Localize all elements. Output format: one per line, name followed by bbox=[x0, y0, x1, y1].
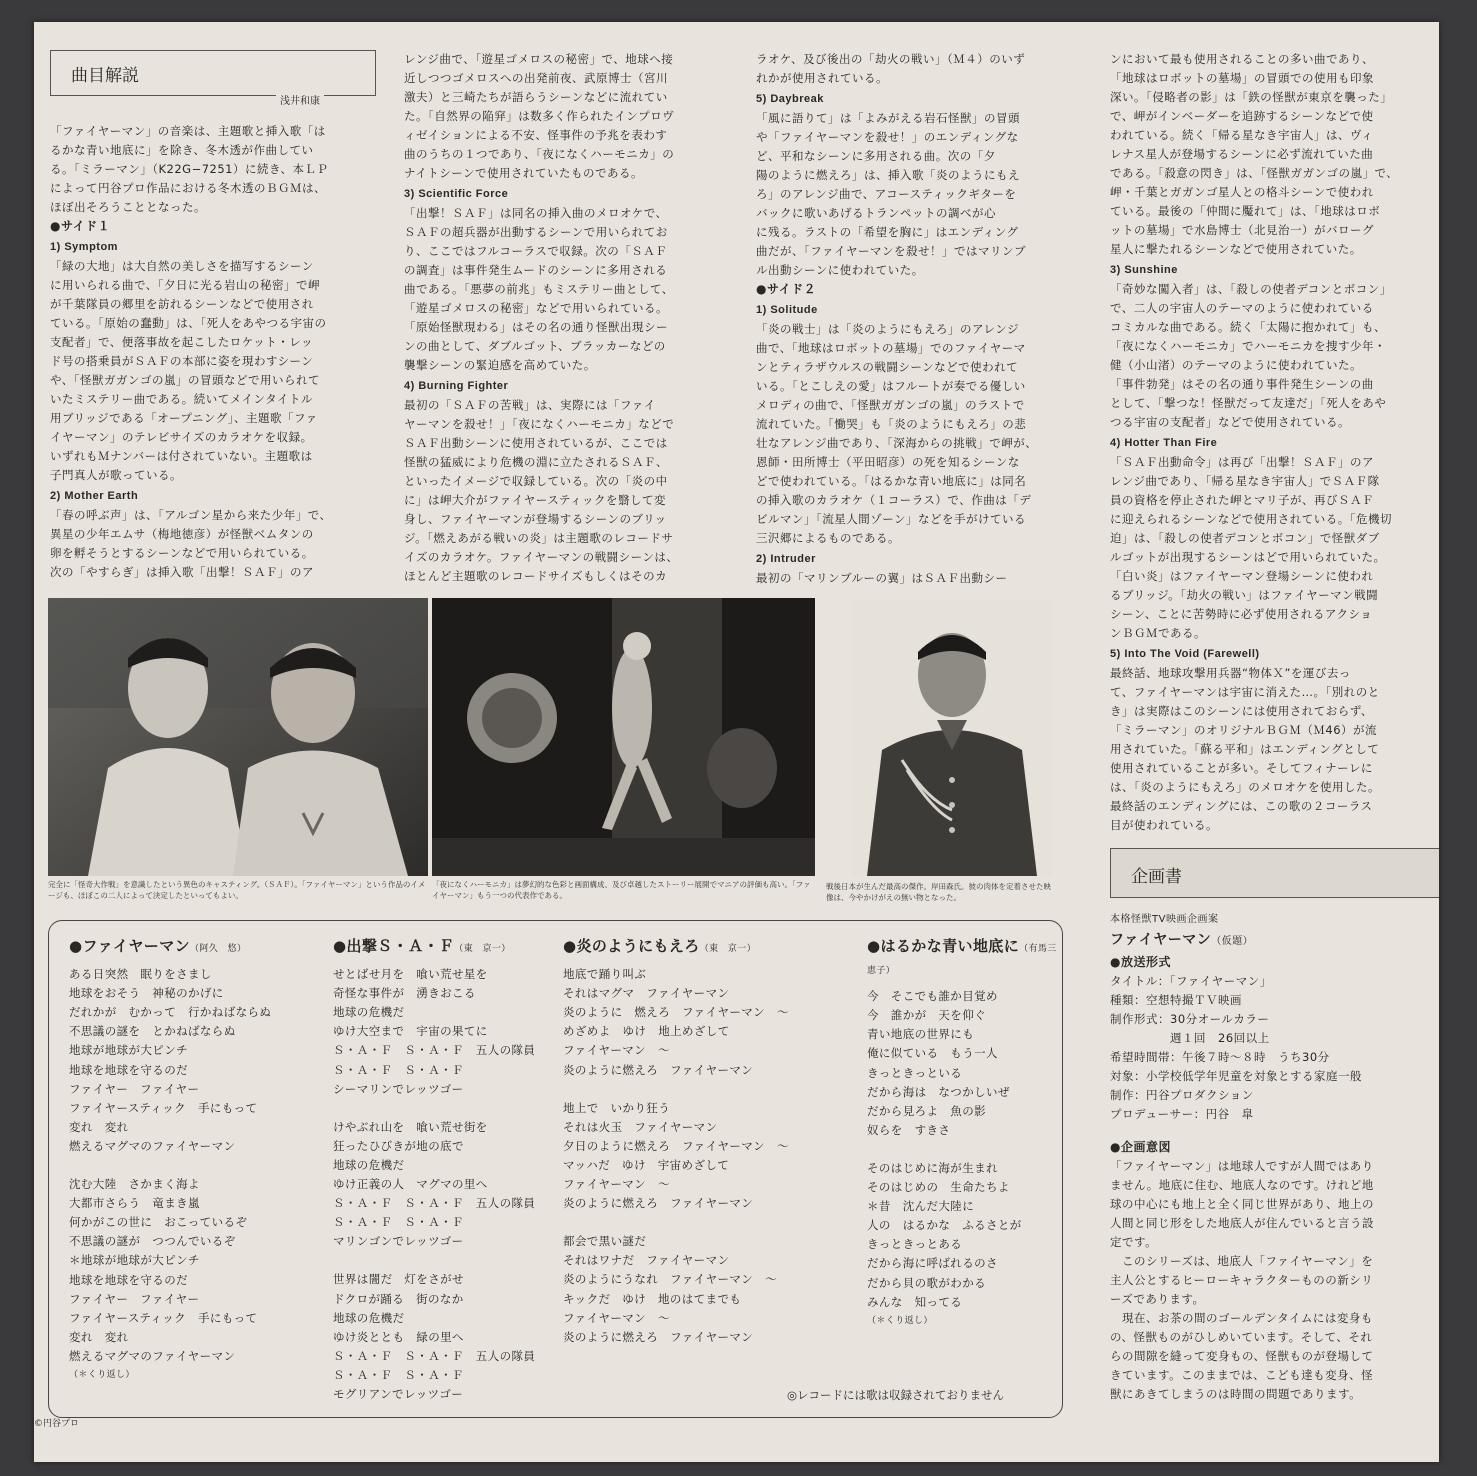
lyric-line: 沈む大陸 さかまく海よ bbox=[69, 1177, 200, 1192]
text-line: レナス星人が登場するシーンに必ず流れていた曲 bbox=[1110, 147, 1374, 161]
plan-title-box bbox=[1110, 848, 1439, 898]
lyric-line: せとばせ月を 喰い荒せ星を bbox=[333, 967, 488, 982]
text-line: ルゴットが出現するシーンはどで用いられていた。 bbox=[1110, 550, 1386, 564]
text-line: ジ。「燃えあがる戦いの炎」は主題歌のレコードサ bbox=[404, 531, 674, 545]
lyric-line: ファイヤーマン 〜 bbox=[563, 1177, 670, 1192]
text-line: ナイトシーンで使用されていたものである。 bbox=[404, 166, 643, 180]
text-line: ル出動シーンに使われていた。 bbox=[756, 263, 924, 277]
text-line: ビルマン」「流星人間ゾーン」などを手がけている bbox=[756, 512, 1027, 526]
lyric-line: 何かがこの世に おこっているぞ bbox=[69, 1215, 248, 1230]
text-line: 最終話のエンディングには、この歌の２コーラス bbox=[1110, 799, 1373, 813]
lyric-line: ドクロが踊る 街のなか bbox=[333, 1291, 464, 1306]
text-line: ている。最後の「仲間に魘れて」は、「地球はロボ bbox=[1110, 204, 1381, 218]
text-line: るかな青い地底に」を除き、冬木透が作曲してい bbox=[50, 143, 314, 157]
photo-two-actors bbox=[48, 598, 428, 876]
text-line: や「ファイヤーマンを殺せ！」のエンディングな bbox=[756, 130, 1019, 144]
copyright: ©円谷プロ bbox=[34, 1419, 80, 1429]
text-line: いたミステリー曲である。続いてメインタイトル bbox=[50, 392, 313, 406]
lyric-line: 今 誰かが 天を仰ぐ bbox=[867, 1008, 986, 1023]
lyric-line: ある日突然 眠りをさまし bbox=[69, 967, 212, 982]
text-line: 「ＳＡＦ出動命令」は再び「出撃！ＳＡＦ」のア bbox=[1110, 455, 1374, 469]
song-title-text: ●ファイヤーマン bbox=[69, 937, 190, 955]
song-title-text: ●出撃Ｓ・Ａ・Ｆ bbox=[333, 937, 455, 955]
text-line: ットの墓場」で水島博士（北見治一）がバローグ bbox=[1110, 223, 1374, 237]
text-line: 「事件勃発」はその名の通り事件発生シーンの曲 bbox=[1110, 377, 1374, 391]
text-line: 異星の少年エムサ（梅地徳彦）が怪獣ベムタンの bbox=[50, 527, 314, 541]
photo-caption-1: 完全に「怪奇大作戦」を意識したという異色のキャスティング。（ＳＡＦ）。「ファイヤーマン」という作品のイメージも、ほぼこの二人によって決定したといってもよい。 bbox=[48, 880, 426, 900]
song-title bbox=[333, 937, 563, 959]
text-line: の調査」は事件発生ムードのシーンに多用される bbox=[404, 263, 668, 277]
text-line: ンの曲として、ダブルゴット、ブラッカーなどの bbox=[404, 339, 666, 353]
plan-line: きています。このままでは、こども達も変身、怪 bbox=[1110, 1368, 1374, 1382]
plan-line: 制作：円谷プロダクション bbox=[1110, 1088, 1254, 1102]
plan-line: 週１回 26回以上 bbox=[1110, 1031, 1270, 1045]
text-line: が千葉隊員の郷里を訪れるシーンなどで使用され bbox=[50, 297, 314, 311]
text-line: て、ファイヤーマンは宇宙に消えた…。「別れのと bbox=[1110, 685, 1380, 699]
plan-line: 現在、お茶の間のゴールデンタイムには変身も bbox=[1110, 1311, 1373, 1325]
section-title: 曲目解説 bbox=[71, 66, 139, 86]
plan-line: 主人公とするヒーローキャラクターものの新シリ bbox=[1110, 1273, 1374, 1287]
lyric-line: モグリアンでレッツゴー bbox=[333, 1386, 464, 1401]
text-line: 曲だが、「ファイヤーマンを殺せ！」ではマリンブ bbox=[756, 244, 1027, 258]
plan-body bbox=[1110, 910, 1430, 1404]
text-line: ほぼ出そろうこととなった。 bbox=[50, 200, 206, 214]
text-line: 4) Burning Fighter bbox=[404, 380, 509, 392]
text-line: 三沢郷によるものである。 bbox=[756, 531, 900, 545]
text-line: 怪獣の猛威により危機の淵に立たされるＳＡＦ、 bbox=[404, 455, 668, 469]
plan-line: 定です。 bbox=[1110, 1235, 1158, 1249]
text-line: き」は実際はこのシーンには使用されておらず、 bbox=[1110, 704, 1373, 718]
text-line: イズのカラオケ。ファイヤーマンの戦闘シーンは、 bbox=[404, 550, 679, 564]
lyric-line: マリンゴンでレッツゴー bbox=[333, 1234, 464, 1249]
author-byline: 浅井和康 bbox=[276, 92, 324, 107]
lyric-line: 地球をおそう 神秘のかげに bbox=[69, 986, 224, 1001]
text-line: 健（小山渚）のテーマのように使われていた。 bbox=[1110, 358, 1362, 372]
text-line: 卵を孵そうとするシーンなどで用いられている。 bbox=[50, 546, 314, 560]
photo-uniformed-man bbox=[852, 600, 1052, 876]
text-line: 4) Hotter Than Fire bbox=[1110, 437, 1218, 449]
plan-line: ーズであります。 bbox=[1110, 1292, 1205, 1306]
lyric-line: 炎のようにうなれ ファイヤーマン 〜 bbox=[563, 1272, 777, 1287]
text-line: 「緑の大地」は大自然の美しさを描写するシーン bbox=[50, 259, 314, 273]
text-line: や、「怪獣ガガンゴの嵐」の冒頭などで用いられて bbox=[50, 373, 321, 387]
text-line: バックに歌いあげるトランペットの調べが心 bbox=[756, 206, 996, 220]
lyric-line: ゆけ正義の人 マグマの里へ bbox=[333, 1177, 488, 1192]
lyric-line: そのはじめに海が生まれ bbox=[867, 1160, 998, 1175]
text-line: ド号の搭乗員がＳＡＦの本部に姿を現わすシーン bbox=[50, 354, 314, 368]
lyric-line: 都会で黒い謎だ bbox=[563, 1234, 647, 1249]
lyric-line: ＊地球が地球が大ピンチ bbox=[69, 1253, 200, 1268]
plan-line: 制作形式：30分オールカラー bbox=[1110, 1012, 1270, 1026]
lyric-line: 燃えるマグマのファイヤーマン bbox=[69, 1138, 236, 1153]
text-line: いる。「とこしえの愛」はフルートが奏でる優しい bbox=[756, 379, 1026, 393]
text-line: 星人に撃たれるシーンなどで使用されていた。 bbox=[1110, 242, 1362, 256]
lyric-line: 世界は闇だ 灯をさがせ bbox=[333, 1272, 464, 1287]
text-line: 子門真人が歌っている。 bbox=[50, 468, 182, 482]
lyric-line: ファイヤー ファイヤー bbox=[69, 1081, 200, 1096]
text-line: 流れていた。「慟哭」も「炎のようにもえろ」の悲 bbox=[756, 417, 1027, 431]
text-line: ヤーマンを殺せ！」「夜になくハーモニカ」などで bbox=[404, 417, 675, 431]
plan-line: の、怪獣ものがひしめいています。そして、それ bbox=[1110, 1330, 1373, 1344]
plan-line: タイトル：「ファイヤーマン」 bbox=[1110, 974, 1272, 988]
text-line: ィゼイションによる不安、怪事件の予兆を表わす bbox=[404, 128, 668, 142]
text-line: 「出撃！ＳＡＦ」は同名の挿入曲のメロオケで、 bbox=[404, 206, 668, 220]
lyric-line: だから貝の歌がわかる bbox=[867, 1275, 986, 1290]
plan-line: ません。地底に住む、地底人なのです。けれど地 bbox=[1110, 1178, 1374, 1192]
text-line: 曲のうちの１つであり、「夜になくハーモニカ」の bbox=[404, 147, 675, 161]
text-line: 最終話、地球攻撃用兵器“物体Ｘ”を運び去っ bbox=[1110, 666, 1351, 680]
song-title-text: ●炎のようにもえろ bbox=[563, 937, 700, 955]
lyric-line: ファイヤースティック 手にもって bbox=[69, 1100, 258, 1115]
lyric-line: ファイヤーマン 〜 bbox=[563, 1043, 670, 1058]
plan-line: 種類：空想特撮ＴＶ映画 bbox=[1110, 993, 1242, 1007]
text-line: いずれもＭナンバーは付されていない。主題歌は bbox=[50, 449, 313, 463]
plan-line: プロデューサー：円谷 皐 bbox=[1110, 1107, 1254, 1121]
text-line: 「夜になくハーモニカ」でハーモニカを捜す少年・ bbox=[1110, 339, 1386, 353]
plan-line: 対象：小学校低学年児童を対象とする家庭一般 bbox=[1110, 1069, 1362, 1083]
lyric-line: 狂ったひびきが地の底で bbox=[333, 1138, 464, 1153]
text-line: り、ここではフルコーラスで収録。次の「ＳＡＦ bbox=[404, 244, 668, 258]
lyric-line: マッハだ ゆけ 宇宙めざして bbox=[563, 1157, 730, 1172]
text-line: 迫」は、「殺しの使者デコンとボコン」で怪獣ダブ bbox=[1110, 531, 1380, 545]
text-line: として、「撃つな！怪獣だって友達だ」「死人をあや bbox=[1110, 396, 1387, 410]
lyric-line: 変れ 変れ bbox=[69, 1119, 129, 1134]
text-line: ●サイド２ bbox=[756, 282, 817, 296]
text-line: 次の「やすらぎ」は挿入歌「出撃！ＳＡＦ」のア bbox=[50, 565, 314, 579]
commentary-column-2 bbox=[404, 50, 714, 586]
text-line: るブリッジ。「劫火の戦い」はファイヤーマン戦闘 bbox=[1110, 588, 1379, 602]
text-line: た。「自然界の陥穽」は数多く作られたインプロヴ bbox=[404, 109, 675, 123]
text-line: 支配者」で、便落事故を起こしたロケット・レッ bbox=[50, 335, 314, 349]
lyric-line: 大都市さらう 竜まき嵐 bbox=[69, 1196, 200, 1211]
lyric-line: 人の はるかな ふるさとが bbox=[867, 1218, 1022, 1233]
text-line: 恩師・田所博士（平田昭彦）の死を知るシーンな bbox=[756, 455, 1020, 469]
lyric-line: Ｓ・Ａ・Ｆ Ｓ・Ａ・Ｆ bbox=[333, 1215, 464, 1230]
text-line: 「風に語りて」は「よみがえる岩石怪獣」の冒頭 bbox=[756, 111, 1020, 125]
text-line: ＳＡＦの超兵器が出動するシーンで用いられてお bbox=[404, 225, 668, 239]
song-fireman bbox=[69, 937, 319, 1385]
photo-caption-3: 戦後日本が生んだ最高の傑作。岸田森氏。彼の肉体を定着させた映像は、今やかけがえの無い物となった。 bbox=[826, 882, 1051, 902]
lyric-line: それは火玉 ファイヤーマン bbox=[563, 1119, 718, 1134]
text-line: シーン、ことに苦勢時に必ず使用されるアクショ bbox=[1110, 607, 1373, 621]
lyric-line: 夕日のように燃えろ ファイヤーマン 〜 bbox=[563, 1138, 789, 1153]
lyric-line: ゆけ炎ととも 緑の里へ bbox=[333, 1329, 464, 1344]
text-line: 近しつつゴメロスへの出発前夜、武原博士（宮川 bbox=[404, 71, 668, 85]
lyric-line: 地球を地球を守るのだ bbox=[69, 1062, 188, 1077]
text-line: コミカルな曲である。続く「太陽に抱かれて」も、 bbox=[1110, 320, 1386, 334]
lyric-line: 奴らを すきさ bbox=[867, 1122, 951, 1137]
text-line: れかが使用されている。 bbox=[756, 71, 888, 85]
text-line: ラオケ、及び後出の「劫火の戦い」（Ｍ４）のいず bbox=[756, 52, 1026, 66]
text-line: 「原始怪獣現わる」はその名の通り怪獣出現シー bbox=[404, 320, 668, 334]
lyric-line: そのはじめの 生命たちよ bbox=[867, 1180, 1010, 1195]
text-line: 曲で、「地球はロボットの墓場」でのファイヤーマ bbox=[756, 341, 1026, 355]
lyric-line: 青い地底の世界にも bbox=[867, 1027, 975, 1042]
lyric-line: 地球の危機だ bbox=[333, 1310, 405, 1325]
plan-line: らの間隙を縫って変身もの、怪獣ものが登場して bbox=[1110, 1349, 1374, 1363]
lyric-line: けやぶれ山を 喰い荒せ街を bbox=[333, 1119, 488, 1134]
text-line: 最初の「マリンブルーの翼」はＳＡＦ出動シー bbox=[756, 571, 1008, 585]
text-line: 曲である。「悪夢の前兆」もミステリー曲として、 bbox=[404, 282, 674, 296]
text-line: 岬・千葉とガガンゴ星人との格斗シーンで使われ bbox=[1110, 185, 1374, 199]
text-line: ンＢＧＭである。 bbox=[1110, 626, 1206, 640]
lyric-line: きっときっとある bbox=[867, 1237, 963, 1252]
stanza-gap bbox=[333, 1099, 563, 1118]
commentary-column-3 bbox=[756, 50, 1066, 588]
text-line: 激夫）と三崎たちが語らうシーンなどに流れてい bbox=[404, 90, 668, 104]
text-line: イヤーマン」のテレビサイズのカラオケを収録。 bbox=[50, 430, 313, 444]
lyric-line: Ｓ・Ａ・Ｆ Ｓ・Ａ・Ｆ 五人の隊員 bbox=[333, 1348, 536, 1363]
song-credit: （東 京一） bbox=[699, 944, 757, 954]
song-title bbox=[563, 937, 863, 959]
plan-intent-lines bbox=[1110, 1157, 1430, 1404]
song-title-text: ●はるかな青い地底に bbox=[867, 937, 1020, 955]
text-line: に迎えられるシーンなどで使用されている。「危機切 bbox=[1110, 512, 1393, 526]
text-line: 壮なアレンジ曲であり、「深海からの挑戦」で岬が、 bbox=[756, 436, 1038, 450]
text-line: の挿入歌のカラオケ（１コーラス）で、作曲は「デ bbox=[756, 493, 1032, 507]
plan-line: 希望時間帯：午後７時〜８時 うち30分 bbox=[1110, 1050, 1330, 1064]
lyric-line: ＊昔 沈んだ大陸に bbox=[867, 1199, 975, 1214]
photo-caption-2: 「夜になくハーモニカ」は夢幻的な色彩と画面構成、及び卓越したストーリー展開でマニアの評価も高い。「ファイヤーマン」もう一つの代表作である。 bbox=[432, 880, 811, 900]
text-line: ほとんど主題歌のレコードサイズもしくはそのカ bbox=[404, 569, 668, 583]
text-line: 「炎の戦士」は「炎のようにもえろ」のアレンジ bbox=[756, 322, 1019, 336]
lyric-line: だれかが むかって 行かねばならぬ bbox=[69, 1005, 272, 1020]
lyric-line: 地底で踊り叫ぶ bbox=[563, 967, 647, 982]
text-line: 深い。「侵略者の影」は「鉄の怪獣が東京を襲った」 bbox=[1110, 90, 1393, 104]
text-line: で、岬がインベーダーを追跡するシーンなどで使 bbox=[1110, 109, 1374, 123]
text-line: 3) Scientific Force bbox=[404, 188, 509, 200]
song-shutsugeki-saf bbox=[333, 937, 563, 1404]
lyric-line: きっときっといる bbox=[867, 1065, 963, 1080]
text-line: 身し、ファイヤーマンが登場するシーンのブリッ bbox=[404, 512, 667, 526]
text-line: 「春の呼ぶ声」は、「アルゴン星から来た少年」で、 bbox=[50, 508, 332, 522]
text-line: 使用されていることが多い。そしてフィナーレに bbox=[1110, 761, 1373, 775]
plan-name-tag: （仮題） bbox=[1211, 936, 1254, 947]
lyric-line: Ｓ・Ａ・Ｆ Ｓ・Ａ・Ｆ 五人の隊員 bbox=[333, 1043, 536, 1058]
song-credit: （東 京一） bbox=[454, 944, 511, 954]
lyric-line: 炎のように燃えろ ファイヤーマン bbox=[563, 1329, 754, 1344]
lyric-line: だから海に呼ばれるのさ bbox=[867, 1256, 998, 1271]
text-line: われている。続く「帰る星なき宇宙人」は、ヴィ bbox=[1110, 128, 1374, 142]
text-line: 目が使われている。 bbox=[1110, 818, 1218, 832]
lyric-line: だから海は なつかしいぜ bbox=[867, 1084, 1010, 1099]
text-line: 「ファイヤーマン」の音楽は、主題歌と挿入歌「は bbox=[50, 124, 326, 138]
song-credit: （有馬三恵子） bbox=[867, 944, 1057, 977]
lyric-line: 地球を地球を守るのだ bbox=[69, 1272, 188, 1287]
song-title bbox=[867, 937, 1057, 981]
text-line: 陽のように燃えろ」は、挿入歌「炎のようにもえ bbox=[756, 168, 1020, 182]
lyric-line: 地球が地球が大ピンチ bbox=[69, 1043, 188, 1058]
photo-action-scene bbox=[432, 598, 815, 876]
text-line: る。「ミラーマン」（K22G−7251）に続き、本ＬＰ bbox=[50, 162, 329, 176]
commentary-column-1 bbox=[50, 122, 360, 582]
plan-name: ファイヤーマン bbox=[1110, 932, 1212, 948]
text-line: つる宇宙の支配者」などで使用されている。 bbox=[1110, 415, 1350, 429]
section-title-box bbox=[50, 50, 376, 96]
plan-line: 獣にあきてしまうのは時間の問題であります。 bbox=[1110, 1387, 1362, 1401]
text-line: 1) Symptom bbox=[50, 241, 118, 253]
lyric-line: 不思議の謎が つつんでいるぞ bbox=[69, 1234, 236, 1249]
lyric-line: Ｓ・Ａ・Ｆ Ｓ・Ａ・Ｆ bbox=[333, 1062, 464, 1077]
text-line: 「遊星ゴメロスの秘密」などで用いられている。 bbox=[404, 301, 668, 315]
text-line: に用いられる曲で、「夕日に光る岩山の秘密」で岬 bbox=[50, 278, 321, 292]
commentary-column-4 bbox=[1110, 50, 1420, 835]
plan-format-lines bbox=[1110, 972, 1430, 1124]
lyric-line: 奇怪な事件が 湧きおこる bbox=[333, 986, 476, 1001]
lyrics-box bbox=[48, 920, 1063, 1418]
lyric-line: ファイヤーマン 〜 bbox=[563, 1310, 670, 1325]
plan-line: 人間と同じ形をした地底人が住んでいると言う設 bbox=[1110, 1216, 1374, 1230]
song-credit: （阿久 悠） bbox=[190, 944, 247, 954]
song-honoo-no-youni bbox=[563, 937, 863, 1347]
text-line: 用されていた。「蘇る平和」はエンディングとして bbox=[1110, 742, 1380, 756]
lyric-line: 俺に似ている もう一人 bbox=[867, 1046, 998, 1061]
text-line: 2) Intruder bbox=[756, 553, 816, 565]
text-line: 5) Daybreak bbox=[756, 93, 824, 105]
song-haruka-na-aoi-chitei bbox=[867, 937, 1057, 1331]
stanza-gap bbox=[563, 1080, 863, 1099]
text-line: レンジ曲で、「遊星ゴメロスの秘密」で、地球へ接 bbox=[404, 52, 674, 66]
lyric-line: みんな 知ってる bbox=[867, 1294, 963, 1309]
lyric-line: キックだ ゆけ 地のはてまでも bbox=[563, 1291, 742, 1306]
text-line: 5) Into The Void (Farewell) bbox=[1110, 648, 1260, 660]
text-line: は、「炎のようにもえろ」のメロオケを使用した。 bbox=[1110, 780, 1381, 794]
text-line: によって円谷プロ作品における冬木透のＢＧＭは、 bbox=[50, 181, 326, 195]
plan-intent-heading: ●企画意図 bbox=[1110, 1140, 1171, 1154]
lyric-line: 燃えるマグマのファイヤーマン bbox=[69, 1348, 236, 1363]
lyric-line: それはマグマ ファイヤーマン bbox=[563, 986, 730, 1001]
lyric-line: ファイヤースティック 手にもって bbox=[69, 1310, 258, 1325]
booklet-page bbox=[34, 22, 1439, 1462]
no-vocals-note: ◎レコードには歌は収録されておりません bbox=[787, 1388, 1005, 1402]
stanza-gap bbox=[69, 1156, 319, 1175]
plan-title: 企画書 bbox=[1131, 867, 1182, 887]
lyric-line: （＊くり返し） bbox=[867, 1315, 933, 1326]
song-title bbox=[69, 937, 319, 959]
text-line: ど、平和なシーンに多用される曲。次の「夕 bbox=[756, 149, 996, 163]
text-line: 「ミラーマン」のオリジナルＢＧＭ（Ｍ46）が流 bbox=[1110, 723, 1378, 737]
text-line: ンにおいて最も使用されることの多い曲であり、 bbox=[1110, 52, 1374, 66]
text-line: といったイメージで収録している。次の「炎の中 bbox=[404, 474, 668, 488]
lyric-line: ゆけ大空まで 宇宙の果てに bbox=[333, 1024, 488, 1039]
text-line: ●サイド１ bbox=[50, 219, 111, 233]
lyric-line: 炎のように 燃えろ ファイヤーマン 〜 bbox=[563, 1005, 789, 1020]
text-line: に残る。ラストの「希望を胸に」はエンディング bbox=[756, 225, 1019, 239]
text-line: に」は岬大介がファイヤースティックを翳して変 bbox=[404, 493, 667, 507]
lyric-line: 変れ 変れ bbox=[69, 1329, 129, 1344]
lyric-line: Ｓ・Ａ・Ｆ Ｓ・Ａ・Ｆ bbox=[333, 1367, 464, 1382]
text-line: である。「殺意の閃き」は、「怪獣ガガンゴの嵐」で、 bbox=[1110, 166, 1399, 180]
lyric-line: ファイヤー ファイヤー bbox=[69, 1291, 200, 1306]
plan-format-heading: ●放送形式 bbox=[1110, 955, 1171, 969]
lyric-line: 地上で いかり狂う bbox=[563, 1100, 671, 1115]
text-line: 襲撃シーンの緊迫感を高めていた。 bbox=[404, 358, 596, 372]
text-line: 1) Solitude bbox=[756, 304, 818, 316]
stanza-gap bbox=[563, 1213, 863, 1232]
text-line: レンジ曲であり、「帰る星なき宇宙人」でＳＡＦ隊 bbox=[1110, 474, 1380, 488]
text-line: 最初の「ＳＡＦの苦戦」は、実際には「ファイ bbox=[404, 398, 656, 412]
plan-line: 球の中心にも地上と全く同じ世界があり、地上の bbox=[1110, 1197, 1374, 1211]
lyric-line: めざめよ ゆけ 地上めざして bbox=[563, 1024, 730, 1039]
text-line: 「奇妙な闖入者」は、「殺しの使者デコンとボコン」 bbox=[1110, 282, 1392, 296]
lyric-line: 地球の危機だ bbox=[333, 1157, 405, 1172]
text-line: メロディの曲で、「怪獣ガガンゴの嵐」のラストで bbox=[756, 398, 1025, 412]
lyric-line: 炎のように燃えろ ファイヤーマン bbox=[563, 1196, 754, 1211]
lyric-line: 今 そこでも誰か目覚め bbox=[867, 989, 998, 1004]
lyric-line: シーマリンでレッツゴー bbox=[333, 1081, 464, 1096]
plan-name-line bbox=[1110, 931, 1430, 951]
text-line: 3) Sunshine bbox=[1110, 264, 1178, 276]
text-line: どで使われている。「はるかな青い地底に」は同名 bbox=[756, 474, 1027, 488]
text-line: 2) Mother Earth bbox=[50, 490, 139, 502]
plan-line: このシリーズは、地底人「ファイヤーマン」を bbox=[1110, 1254, 1374, 1268]
text-line: で、二人の宇宙人のテーマのように使われている bbox=[1110, 301, 1374, 315]
text-line: ンとティラザウルスの戦闘シーンなどで使われて bbox=[756, 360, 1019, 374]
text-line: 用ブリッジである「オープニング」、主題歌「ファ bbox=[50, 411, 318, 425]
text-line: ＳＡＦ出動シーンに使用されているが、ここでは bbox=[404, 436, 668, 450]
text-line: 「白い炎」はファイヤーマン登場シーンに使われ bbox=[1110, 569, 1374, 583]
lyric-line: それはワナだ ファイヤーマン bbox=[563, 1253, 730, 1268]
plan-subtitle: 本格怪獣TV映画企画案 bbox=[1110, 914, 1219, 925]
text-line: 員の資格を停止された岬とマリ子が、再びＳＡＦ bbox=[1110, 493, 1374, 507]
stanza-gap bbox=[867, 1140, 1057, 1159]
stanza-gap bbox=[333, 1251, 563, 1270]
lyric-line: 炎のように燃えろ ファイヤーマン bbox=[563, 1062, 754, 1077]
text-line: ている。「原始の蠢動」は、「死人をあやつる宇宙の bbox=[50, 316, 327, 330]
text-line: 「地球はロボットの墓場」の冒頭での使用も印象 bbox=[1110, 71, 1374, 85]
text-line: ろ」のアレンジ曲で、アコースティックギターを bbox=[756, 187, 1017, 201]
lyric-line: だから見ろよ 魚の影 bbox=[867, 1103, 986, 1118]
lyric-line: Ｓ・Ａ・Ｆ Ｓ・Ａ・Ｆ 五人の隊員 bbox=[333, 1196, 536, 1211]
plan-line: 「ファイヤーマン」は地球人ですが人間ではあり bbox=[1110, 1159, 1374, 1173]
lyric-line: （＊くり返し） bbox=[69, 1369, 135, 1380]
lyric-line: 地球の危機だ bbox=[333, 1005, 405, 1020]
lyric-line: 不思議の謎を とかねばならぬ bbox=[69, 1024, 236, 1039]
